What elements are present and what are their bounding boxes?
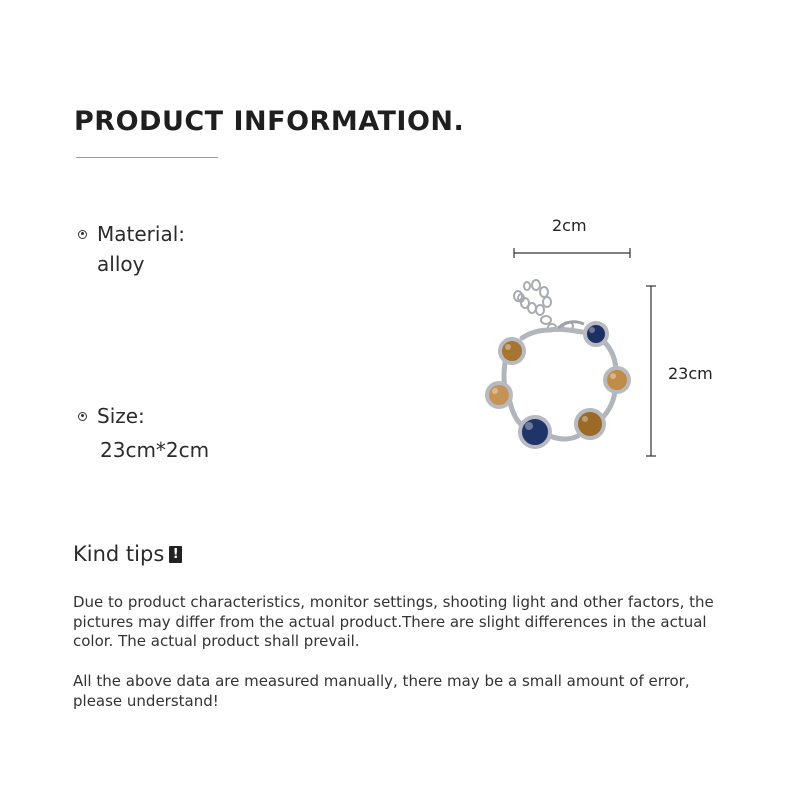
dimension-width-line	[514, 248, 630, 258]
kind-tips-label: Kind tips	[73, 542, 165, 566]
spec-material-label-row	[78, 222, 185, 246]
spec-size-value: 23cm*2cm	[100, 438, 210, 462]
product-figure	[470, 210, 730, 470]
bracelet-illustration	[470, 210, 730, 470]
spec-material-label: Material:	[97, 222, 185, 246]
spec-material-value: alloy	[97, 252, 145, 276]
bullet-icon	[78, 412, 87, 421]
spec-material	[78, 222, 185, 276]
dimension-height-line	[646, 286, 656, 456]
dimension-width-label: 2cm	[552, 216, 587, 235]
spec-size-label: Size:	[97, 404, 145, 428]
exclamation-icon: !	[169, 546, 182, 563]
page-title: PRODUCT INFORMATION.	[74, 106, 465, 137]
kind-tips-heading	[73, 542, 182, 566]
tips-paragraph-2: All the above data are measured manually, there may be a small amount of error, please understand!	[73, 672, 690, 710]
tips-paragraph-1: Due to product characteristics, monitor settings, shooting light and other factors, the pictures may differ from the actual product.There are slight differences in the actual color. The actual product shall prevail.	[73, 593, 714, 650]
dimension-height-label: 23cm	[668, 364, 713, 383]
title-divider	[76, 157, 218, 158]
bracelet-icon	[487, 280, 629, 447]
spec-size	[78, 404, 209, 462]
spec-size-label-row	[78, 404, 209, 428]
bullet-icon	[78, 230, 87, 239]
